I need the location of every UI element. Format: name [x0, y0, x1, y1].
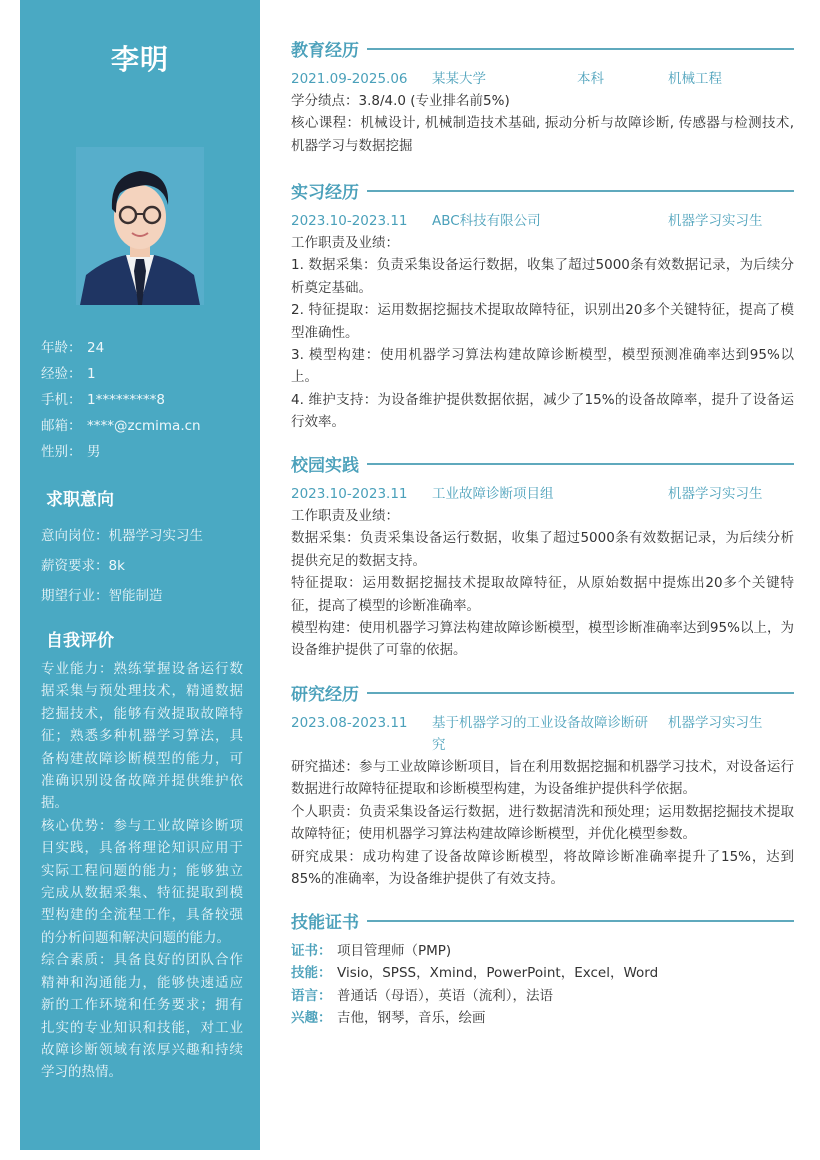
divider: [367, 463, 794, 465]
education-date: 2021.09-2025.06: [291, 71, 408, 87]
degree: 本科: [577, 71, 604, 87]
skill-row-languages: 语言： 普通话（母语），英语（流利），法语: [291, 987, 553, 1004]
gpa-line: 学分绩点：3.8/4.0 (专业排名前5%): [291, 93, 510, 109]
section-title: 实习经历: [291, 182, 359, 203]
detail-line: 特征提取：运用数据挖掘技术提取故障特征，从原始数据中提炼出20多个关键特征，提高了模型的诊断准确率。: [291, 575, 794, 614]
detail-line: 4. 维护支持：为设备维护提供数据依据，减少了15%的设备故障率，提升了设备运行效率。: [291, 391, 794, 431]
job-intent: [41, 521, 203, 611]
skills-list: [291, 940, 794, 1030]
self-eval-heading: 自我评价: [46, 631, 114, 651]
candidate-name: 李明: [110, 43, 169, 76]
detail-line: 工作职责及业绩：: [291, 235, 399, 251]
section-header: [291, 178, 794, 202]
detail-line: 个人职责：负责采集设备运行数据，进行数据清洗和预处理；运用数据挖掘技术提取故障特征；使用机器学习算法构建故障诊断模型，并优化模型参数。: [291, 803, 794, 843]
eval-paragraph: 综合素质：具备良好的团队合作精神和沟通能力，能够快速适应新的工作环境和任务要求；拥有扎实的专业知识和技能，对工业故障诊断领域有浓厚兴趣和持续学习的热情。: [41, 952, 243, 1081]
courses-line: 核心课程：机械设计, 机械制造技术基础, 振动分析与故障诊断, 传感器与检测技术, 机器学习与数据挖掘: [291, 115, 794, 154]
education-section: [291, 36, 794, 157]
info-phone: 手机： 1*********8: [41, 392, 165, 408]
divider: [367, 692, 794, 694]
info-age: 年龄： 24: [41, 340, 105, 356]
internship-date: 2023.10-2023.11: [291, 213, 408, 229]
campus-org: 工业故障诊断项目组: [432, 486, 554, 502]
internship-details: [291, 232, 794, 434]
info-email: 邮箱： ****@zcmima.cn: [41, 418, 201, 434]
eval-paragraph: 专业能力：熟练掌握设备运行数据采集与预处理技术，精通数据挖掘技术，能够有效提取故障特征；熟悉多种机器学习算法，具备构建故障诊断模型的能力，可准确识别设备故障并提供维护依据。: [41, 661, 243, 812]
person-portrait-icon: [76, 147, 204, 305]
skill-row-tools: 技能： Visio，SPSS，Xmind，PowerPoint，Excel，Word: [291, 965, 659, 982]
campus-details: [291, 505, 794, 662]
section-title: 技能证书: [291, 912, 359, 933]
detail-line: 模型构建：使用机器学习算法构建故障诊断模型，模型诊断准确率达到95%以上，为设备维护提供了可靠的依据。: [291, 620, 794, 659]
personal-info: [41, 335, 201, 465]
eval-paragraph: 核心优势：参与工业故障诊断项目实践，具备将理论知识应用于实际工程问题的能力；能够独立完成从数据采集、特征提取到模型构建的全流程工作，具备较强的分析问题和解决问题的能力。: [41, 817, 243, 946]
intent-industry: 期望行业：智能制造: [41, 588, 163, 604]
skill-row-interests: 兴趣： 吉他，钢琴，音乐，绘画: [291, 1010, 486, 1027]
research-details: [291, 756, 794, 890]
section-header: [291, 680, 794, 704]
skills-section: [291, 908, 794, 1030]
detail-line: 工作职责及业绩：: [291, 508, 399, 524]
sidebar: [20, 0, 260, 1150]
campus-date: 2023.10-2023.11: [291, 486, 408, 502]
section-header: [291, 451, 794, 475]
research-meta: [291, 712, 794, 756]
divider: [367, 920, 794, 922]
info-gender: 性别： 男: [41, 444, 101, 460]
detail-line: 研究成果：成功构建了设备故障诊断模型，将故障诊断准确率提升了15%，达到85%的准确率，为设备维护提供了有效支持。: [291, 848, 794, 888]
research-project: 基于机器学习的工业设备故障诊断研究: [432, 715, 648, 753]
detail-line: 2. 特征提取：运用数据挖掘技术提取故障特征，识别出20多个关键特征，提高了模型准确性。: [291, 302, 794, 341]
section-title: 教育经历: [291, 40, 359, 61]
school-name: 某某大学: [432, 71, 486, 87]
internship-role: 机器学习实习生: [668, 213, 763, 229]
section-header: [291, 36, 794, 60]
company-name: ABC科技有限公司: [432, 213, 541, 229]
section-header: [291, 908, 794, 932]
info-experience: 经验： 1: [41, 366, 96, 382]
detail-line: 数据采集：负责采集设备运行数据，收集了超过5000条有效数据记录，为后续分析提供充足的数据支持。: [291, 530, 794, 569]
divider: [367, 48, 794, 50]
section-title: 校园实践: [291, 455, 359, 476]
section-title: 研究经历: [291, 684, 359, 705]
education-meta: [291, 68, 794, 90]
research-date: 2023.08-2023.11: [291, 715, 408, 731]
research-role: 机器学习实习生: [668, 715, 763, 731]
campus-meta: [291, 483, 794, 505]
major: 机械工程: [668, 71, 722, 87]
profile-photo: [76, 147, 204, 305]
research-section: [291, 680, 794, 890]
divider: [367, 190, 794, 192]
intent-salary: 薪资要求：8k: [41, 558, 125, 574]
internship-section: [291, 178, 794, 434]
campus-section: [291, 451, 794, 662]
education-details: [291, 90, 794, 157]
detail-line: 研究描述：参与工业故障诊断项目，旨在利用数据挖掘和机器学习技术，对设备运行数据进行故障特征提取和诊断模型构建，为设备维护提供科学依据。: [291, 759, 794, 798]
intent-heading: 求职意向: [46, 490, 114, 510]
detail-line: 3. 模型构建：使用机器学习算法构建故障诊断模型，模型预测准确率达到95%以上。: [291, 347, 794, 386]
intent-position: 意向岗位：机器学习实习生: [41, 528, 203, 544]
self-evaluation: [41, 658, 243, 1084]
detail-line: 1. 数据采集：负责采集设备运行数据，收集了超过5000条有效数据记录，为后续分析奠定基础。: [291, 257, 794, 296]
campus-role: 机器学习实习生: [668, 486, 763, 502]
internship-meta: [291, 210, 794, 232]
skill-row-certificate: 证书： 项目管理师（PMP): [291, 943, 452, 959]
